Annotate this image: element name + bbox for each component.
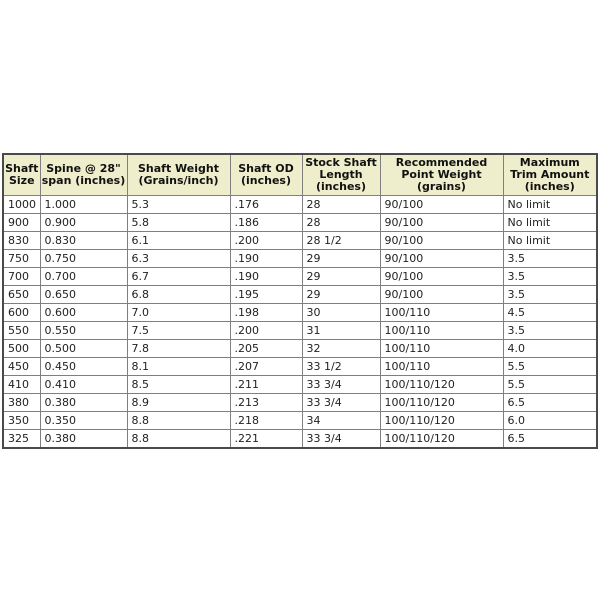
cell-shaft-size: 550 — [3, 322, 40, 340]
header-shaft-size: Shaft Size — [3, 154, 40, 196]
cell-shaft-size: 700 — [3, 268, 40, 286]
cell-spine: 0.600 — [40, 304, 127, 322]
cell-point-weight: 100/110 — [380, 322, 503, 340]
cell-point-weight: 100/110 — [380, 340, 503, 358]
cell-shaft-size: 500 — [3, 340, 40, 358]
cell-stock-length: 33 3/4 — [302, 394, 380, 412]
cell-spine: 0.750 — [40, 250, 127, 268]
cell-shaft-od: .207 — [230, 358, 302, 376]
cell-stock-length: 31 — [302, 322, 380, 340]
cell-shaft-od: .213 — [230, 394, 302, 412]
cell-point-weight: 90/100 — [380, 196, 503, 214]
cell-point-weight: 90/100 — [380, 250, 503, 268]
cell-shaft-weight: 6.8 — [127, 286, 230, 304]
cell-trim-amount: 3.5 — [503, 286, 597, 304]
cell-trim-amount: 5.5 — [503, 376, 597, 394]
cell-stock-length: 34 — [302, 412, 380, 430]
cell-shaft-weight: 6.3 — [127, 250, 230, 268]
shaft-spec-table — [2, 153, 598, 449]
cell-shaft-size: 830 — [3, 232, 40, 250]
cell-point-weight: 90/100 — [380, 214, 503, 232]
cell-trim-amount: 3.5 — [503, 268, 597, 286]
cell-point-weight: 100/110 — [380, 304, 503, 322]
table-row — [3, 412, 597, 430]
header-shaft-weight: Shaft Weight (Grains/inch) — [127, 154, 230, 196]
table-row — [3, 250, 597, 268]
cell-shaft-od: .190 — [230, 250, 302, 268]
cell-stock-length: 30 — [302, 304, 380, 322]
table-row — [3, 394, 597, 412]
cell-spine: 0.500 — [40, 340, 127, 358]
cell-shaft-weight: 6.1 — [127, 232, 230, 250]
cell-shaft-od: .176 — [230, 196, 302, 214]
cell-shaft-od: .198 — [230, 304, 302, 322]
table-row — [3, 304, 597, 322]
cell-spine: 0.830 — [40, 232, 127, 250]
cell-point-weight: 90/100 — [380, 268, 503, 286]
cell-point-weight: 100/110/120 — [380, 412, 503, 430]
cell-stock-length: 32 — [302, 340, 380, 358]
cell-spine: 0.900 — [40, 214, 127, 232]
cell-trim-amount: 6.0 — [503, 412, 597, 430]
cell-trim-amount: No limit — [503, 232, 597, 250]
cell-shaft-size: 750 — [3, 250, 40, 268]
cell-shaft-weight: 8.1 — [127, 358, 230, 376]
cell-shaft-od: .200 — [230, 322, 302, 340]
table-row — [3, 286, 597, 304]
cell-shaft-od: .186 — [230, 214, 302, 232]
header-shaft-od: Shaft OD (inches) — [230, 154, 302, 196]
cell-shaft-od: .200 — [230, 232, 302, 250]
cell-shaft-weight: 8.5 — [127, 376, 230, 394]
cell-shaft-size: 350 — [3, 412, 40, 430]
cell-shaft-weight: 6.7 — [127, 268, 230, 286]
cell-spine: 0.550 — [40, 322, 127, 340]
cell-shaft-weight: 5.8 — [127, 214, 230, 232]
cell-shaft-size: 450 — [3, 358, 40, 376]
cell-stock-length: 33 3/4 — [302, 376, 380, 394]
cell-shaft-size: 410 — [3, 376, 40, 394]
cell-spine: 0.350 — [40, 412, 127, 430]
cell-shaft-weight: 5.3 — [127, 196, 230, 214]
table-row — [3, 340, 597, 358]
cell-shaft-weight: 8.8 — [127, 430, 230, 449]
cell-shaft-size: 900 — [3, 214, 40, 232]
cell-point-weight: 100/110/120 — [380, 376, 503, 394]
table-row — [3, 322, 597, 340]
cell-trim-amount: 3.5 — [503, 250, 597, 268]
table-row — [3, 196, 597, 214]
cell-spine: 0.380 — [40, 430, 127, 449]
cell-shaft-od: .218 — [230, 412, 302, 430]
cell-shaft-weight: 7.0 — [127, 304, 230, 322]
header-stock-length: Stock Shaft Length (inches) — [302, 154, 380, 196]
cell-shaft-od: .190 — [230, 268, 302, 286]
table-row — [3, 376, 597, 394]
cell-spine: 0.380 — [40, 394, 127, 412]
cell-point-weight: 90/100 — [380, 232, 503, 250]
table-header-row — [3, 154, 597, 196]
cell-shaft-weight: 8.9 — [127, 394, 230, 412]
table-row — [3, 214, 597, 232]
cell-trim-amount: 4.5 — [503, 304, 597, 322]
table-row — [3, 430, 597, 449]
table-row — [3, 358, 597, 376]
cell-shaft-weight: 7.5 — [127, 322, 230, 340]
cell-shaft-weight: 8.8 — [127, 412, 230, 430]
cell-shaft-size: 1000 — [3, 196, 40, 214]
cell-trim-amount: 3.5 — [503, 322, 597, 340]
table-row — [3, 268, 597, 286]
cell-spine: 0.700 — [40, 268, 127, 286]
cell-stock-length: 29 — [302, 268, 380, 286]
header-spine: Spine @ 28" span (inches) — [40, 154, 127, 196]
table-row — [3, 232, 597, 250]
cell-trim-amount: 6.5 — [503, 394, 597, 412]
cell-stock-length: 29 — [302, 286, 380, 304]
cell-trim-amount: 5.5 — [503, 358, 597, 376]
cell-spine: 0.650 — [40, 286, 127, 304]
cell-point-weight: 100/110/120 — [380, 394, 503, 412]
header-trim-amount: Maximum Trim Amount (inches) — [503, 154, 597, 196]
header-point-weight: Recommended Point Weight (grains) — [380, 154, 503, 196]
cell-stock-length: 28 — [302, 196, 380, 214]
cell-trim-amount: No limit — [503, 214, 597, 232]
cell-stock-length: 33 3/4 — [302, 430, 380, 449]
cell-spine: 0.450 — [40, 358, 127, 376]
cell-shaft-size: 325 — [3, 430, 40, 449]
cell-shaft-od: .221 — [230, 430, 302, 449]
cell-trim-amount: 4.0 — [503, 340, 597, 358]
cell-trim-amount: No limit — [503, 196, 597, 214]
cell-point-weight: 90/100 — [380, 286, 503, 304]
cell-shaft-od: .195 — [230, 286, 302, 304]
cell-shaft-size: 650 — [3, 286, 40, 304]
cell-shaft-od: .205 — [230, 340, 302, 358]
cell-stock-length: 29 — [302, 250, 380, 268]
cell-point-weight: 100/110/120 — [380, 430, 503, 449]
cell-spine: 1.000 — [40, 196, 127, 214]
cell-stock-length: 33 1/2 — [302, 358, 380, 376]
cell-spine: 0.410 — [40, 376, 127, 394]
cell-point-weight: 100/110 — [380, 358, 503, 376]
cell-stock-length: 28 — [302, 214, 380, 232]
cell-shaft-size: 380 — [3, 394, 40, 412]
cell-shaft-weight: 7.8 — [127, 340, 230, 358]
cell-trim-amount: 6.5 — [503, 430, 597, 449]
cell-shaft-size: 600 — [3, 304, 40, 322]
cell-shaft-od: .211 — [230, 376, 302, 394]
cell-stock-length: 28 1/2 — [302, 232, 380, 250]
